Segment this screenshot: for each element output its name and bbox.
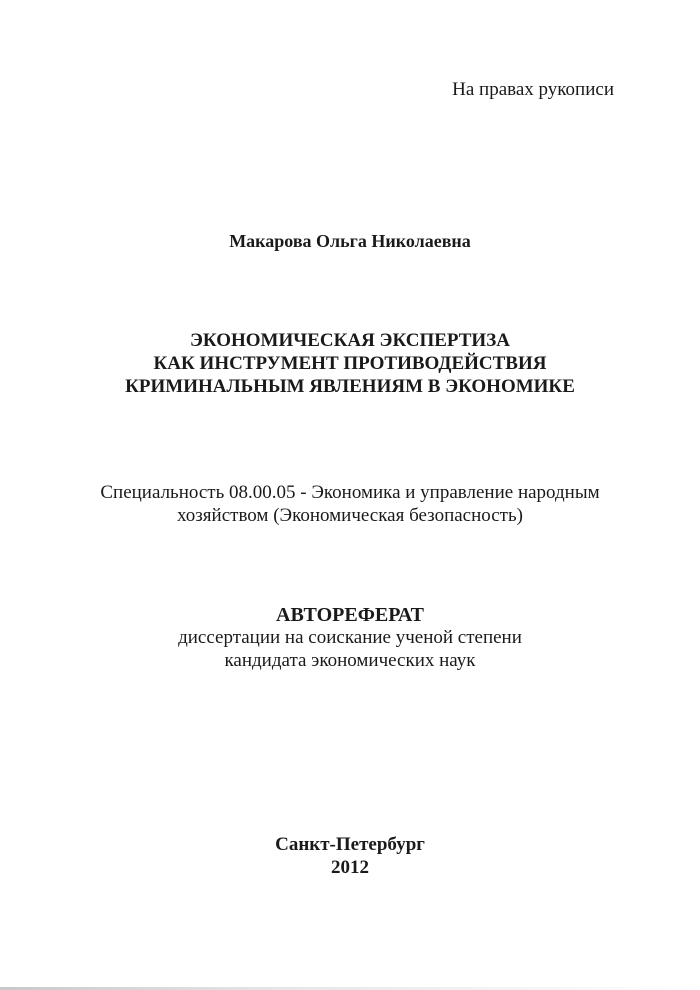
specialty-line: Специальность 08.00.05 - Экономика и управление народным bbox=[100, 482, 600, 503]
rights-notice: На правах рукописи bbox=[452, 79, 614, 100]
abstract-line: кандидата экономических наук bbox=[224, 650, 476, 671]
author-name: Макарова Ольга Николаевна bbox=[229, 231, 471, 251]
title-line: КРИМИНАЛЬНЫМ ЯВЛЕНИЯМ В ЭКОНОМИКЕ bbox=[125, 376, 575, 397]
title-line: ЭКОНОМИЧЕСКАЯ ЭКСПЕРТИЗА bbox=[190, 330, 510, 351]
year: 2012 bbox=[331, 857, 369, 878]
abstract-line: диссертации на соискание ученой степени bbox=[178, 627, 522, 648]
title-line: КАК ИНСТРУМЕНТ ПРОТИВОДЕЙСТВИЯ bbox=[153, 353, 547, 374]
city: Санкт-Петербург bbox=[275, 834, 425, 855]
abstract-heading: АВТОРЕФЕРАТ bbox=[276, 604, 424, 626]
specialty-line: хозяйством (Экономическая безопасность) bbox=[177, 505, 523, 526]
